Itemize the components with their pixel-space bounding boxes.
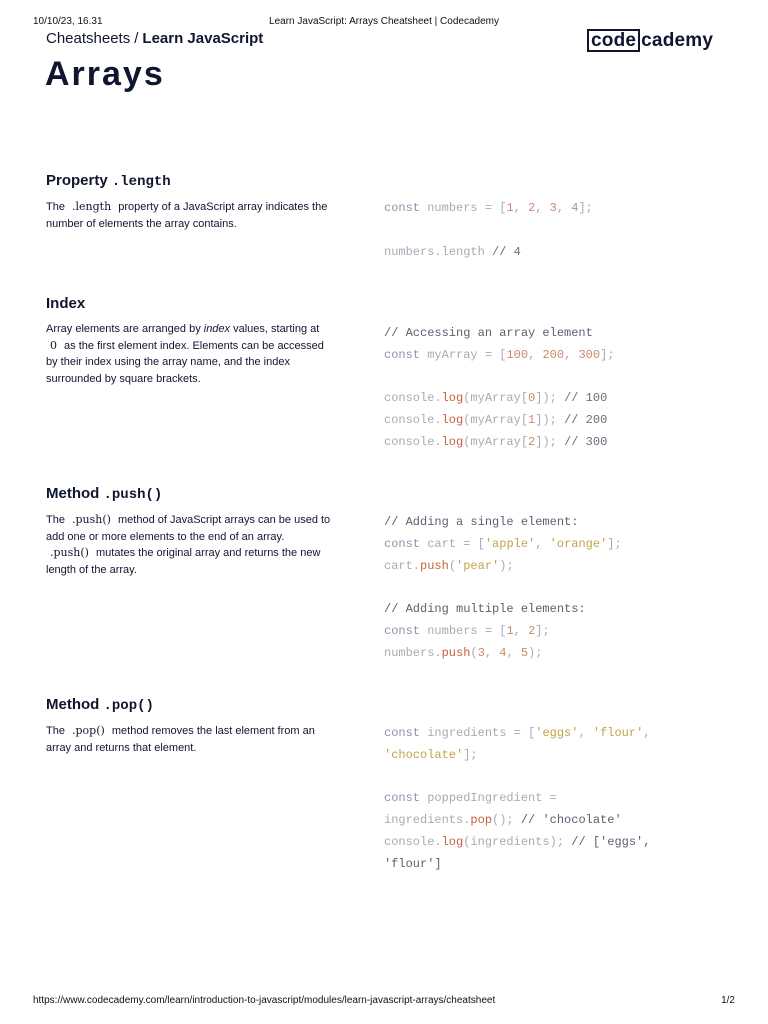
code-token: ]); bbox=[535, 413, 565, 428]
code-token: pop bbox=[470, 813, 493, 828]
code-token: 2 bbox=[528, 201, 536, 215]
code-token: ( bbox=[448, 558, 457, 573]
section-heading-code: .pop() bbox=[103, 698, 154, 714]
code-token: = [ bbox=[477, 623, 507, 638]
code-token: console. bbox=[384, 391, 442, 406]
description-text: The bbox=[46, 201, 69, 213]
inline-code: .pop() bbox=[72, 724, 105, 737]
code-line bbox=[384, 832, 744, 854]
code-token: , bbox=[484, 645, 500, 660]
code-line bbox=[384, 198, 744, 220]
code-token: myArray bbox=[470, 391, 521, 406]
code-token: , bbox=[506, 645, 521, 660]
code-example bbox=[384, 198, 744, 263]
code-token: console. bbox=[384, 413, 442, 428]
code-token: , bbox=[528, 347, 543, 362]
code-token: , bbox=[564, 347, 579, 362]
code-token: = bbox=[542, 791, 557, 806]
code-token: ]; bbox=[607, 536, 622, 551]
section-heading-text: Method bbox=[46, 485, 100, 502]
code-token: 200 bbox=[542, 347, 565, 362]
code-token: myArray bbox=[427, 347, 478, 362]
section-heading bbox=[46, 485, 726, 503]
description-text: The bbox=[46, 514, 69, 526]
code-token: // ['eggs', bbox=[571, 834, 651, 849]
code-token: numbers. bbox=[384, 645, 442, 660]
code-token: [ bbox=[520, 413, 529, 428]
code-line bbox=[384, 323, 744, 345]
code-token: 4 bbox=[571, 201, 579, 215]
code-token: ( bbox=[463, 391, 471, 406]
code-token: myArray bbox=[470, 434, 521, 449]
print-url: https://www.codecademy.com/learn/introduction-to-javascript/modules/learn-javascript-arrays/cheatsheet bbox=[33, 995, 496, 1006]
code-example bbox=[384, 723, 744, 876]
section-description bbox=[46, 512, 332, 578]
code-token: 1 bbox=[506, 201, 514, 215]
code-token: // 4 bbox=[492, 244, 521, 259]
code-token: log bbox=[441, 413, 464, 428]
code-line bbox=[384, 534, 744, 556]
code-line bbox=[384, 643, 744, 665]
code-line bbox=[384, 345, 744, 367]
code-line bbox=[384, 220, 744, 242]
code-line bbox=[384, 432, 744, 454]
code-token: const bbox=[384, 726, 421, 740]
code-example bbox=[384, 323, 744, 454]
code-token: numbers bbox=[427, 623, 478, 638]
code-token: = [ bbox=[477, 347, 507, 362]
code-token: const bbox=[384, 791, 421, 806]
code-token: 3 bbox=[549, 201, 557, 215]
code-line bbox=[384, 242, 744, 264]
code-token: , bbox=[535, 201, 550, 215]
section-description bbox=[46, 321, 332, 387]
code-token: ]); bbox=[535, 391, 565, 406]
code-token: ( bbox=[470, 645, 478, 660]
code-token: 'pear' bbox=[456, 558, 500, 573]
code-token: , bbox=[556, 201, 572, 215]
description-text: property of a JavaScript array indicates the number of elements the array contains. bbox=[46, 201, 328, 230]
code-token: = [ bbox=[456, 536, 485, 551]
code-token: // 200 bbox=[564, 413, 608, 428]
code-token: , bbox=[513, 201, 529, 215]
code-token: = [ bbox=[506, 726, 536, 740]
code-token: myArray bbox=[470, 413, 521, 428]
code-token: push bbox=[441, 645, 471, 660]
code-token: , bbox=[578, 726, 593, 740]
code-line bbox=[384, 854, 744, 876]
code-token: 'chocolate' bbox=[384, 747, 464, 762]
code-token: poppedIngredient bbox=[427, 791, 543, 806]
code-token: 5 bbox=[520, 645, 529, 660]
code-line bbox=[384, 388, 744, 410]
inline-code: .length bbox=[72, 200, 112, 213]
code-token: 1 bbox=[506, 623, 514, 638]
code-line bbox=[384, 745, 744, 767]
code-line bbox=[384, 367, 744, 389]
emphasis-text: index bbox=[203, 323, 231, 335]
code-token: 4 bbox=[499, 645, 507, 660]
code-token: // Accessing an array element bbox=[384, 326, 593, 340]
code-token: , bbox=[643, 726, 651, 740]
code-token: ]; bbox=[535, 623, 550, 638]
code-token: const bbox=[384, 536, 421, 551]
code-token: ingredients bbox=[427, 726, 507, 740]
code-line bbox=[384, 577, 744, 599]
code-token: (); bbox=[492, 813, 521, 828]
code-token: [ bbox=[520, 391, 529, 406]
section-heading-text: Index bbox=[46, 295, 86, 312]
print-page-number: 1/2 bbox=[721, 995, 735, 1006]
description-text: as the first element index. Elements can be accessed by their index using the array name, and the index surrounded by square brackets. bbox=[46, 339, 324, 385]
code-line bbox=[384, 723, 744, 745]
section-heading-code: .length bbox=[111, 174, 171, 190]
section-push bbox=[46, 485, 726, 660]
description-text: values, starting at bbox=[230, 323, 320, 335]
code-token: ( bbox=[463, 434, 471, 449]
page-title: Arrays bbox=[45, 55, 165, 93]
code-line bbox=[384, 556, 744, 578]
logo-rest-text: cademy bbox=[641, 30, 714, 51]
description-text: mutates the original array and returns the new length of the array. bbox=[46, 547, 321, 576]
code-token: const bbox=[384, 347, 421, 362]
code-token: 100 bbox=[506, 347, 529, 362]
code-line bbox=[384, 599, 744, 621]
code-token: // 'chocolate' bbox=[520, 813, 622, 828]
section-description bbox=[46, 723, 332, 756]
code-line bbox=[384, 767, 744, 789]
code-token: cart. bbox=[384, 558, 421, 573]
code-token: 'apple' bbox=[484, 536, 536, 551]
code-token: 'flour' bbox=[592, 726, 644, 740]
section-heading-text: Property bbox=[46, 172, 108, 189]
section-pop bbox=[46, 696, 726, 871]
code-token: push bbox=[420, 558, 449, 573]
code-token bbox=[485, 245, 492, 259]
code-token: ); bbox=[499, 558, 514, 573]
code-line bbox=[384, 810, 744, 832]
code-token: = [ bbox=[477, 201, 507, 215]
code-token: 0 bbox=[528, 391, 536, 406]
description-text: Array elements are arranged by bbox=[46, 323, 204, 335]
print-date: 10/10/23, 16.31 bbox=[33, 16, 103, 27]
section-heading bbox=[46, 172, 726, 190]
code-token: 300 bbox=[578, 347, 601, 362]
codecademy-logo[interactable] bbox=[587, 29, 713, 52]
code-token: [ bbox=[520, 434, 529, 449]
code-token: ]; bbox=[463, 747, 478, 762]
inline-code: 0 bbox=[50, 338, 57, 352]
code-token: 2 bbox=[528, 623, 536, 638]
code-token: ( bbox=[463, 834, 471, 849]
section-heading-text: Method bbox=[46, 696, 100, 713]
code-token: numbers bbox=[427, 201, 478, 215]
code-token: console. bbox=[384, 834, 442, 849]
breadcrumb-separator: / bbox=[134, 30, 139, 47]
breadcrumb-cheatsheets-link[interactable]: Cheatsheets bbox=[46, 30, 131, 47]
breadcrumb-current[interactable]: Learn JavaScript bbox=[142, 30, 264, 47]
code-line bbox=[384, 410, 744, 432]
description-text: method removes the last element from an array and returns that element. bbox=[46, 725, 315, 754]
code-token: // Adding a single element: bbox=[384, 515, 579, 529]
code-token: 'orange' bbox=[549, 536, 608, 551]
code-token: ]); bbox=[535, 434, 565, 449]
code-token: ); bbox=[528, 645, 543, 660]
code-token: ); bbox=[549, 834, 572, 849]
code-token: ]; bbox=[600, 347, 615, 362]
code-token: 2 bbox=[528, 434, 536, 449]
code-token: // Adding multiple elements: bbox=[384, 602, 586, 617]
code-token: , bbox=[513, 623, 529, 638]
section-heading bbox=[46, 696, 726, 714]
code-token: log bbox=[441, 834, 464, 849]
code-token: 1 bbox=[528, 413, 536, 428]
description-text: method of JavaScript arrays can be used to add one or more elements to the end of an array. bbox=[46, 514, 331, 543]
code-token: 3 bbox=[477, 645, 485, 660]
inline-code: .push() bbox=[72, 513, 111, 526]
code-token: const bbox=[384, 623, 421, 638]
code-token: ingredients bbox=[470, 834, 550, 849]
code-token: , bbox=[535, 536, 550, 551]
code-token: console. bbox=[384, 434, 442, 449]
print-document-title: Learn JavaScript: Arrays Cheatsheet | Codecademy bbox=[269, 16, 499, 27]
section-heading bbox=[46, 295, 726, 312]
description-text: The bbox=[46, 725, 69, 737]
code-token: numbers.length bbox=[384, 244, 485, 259]
inline-code: .push() bbox=[50, 546, 89, 559]
code-token: cart bbox=[427, 536, 457, 551]
section-description bbox=[46, 199, 332, 232]
code-token: const bbox=[384, 201, 421, 215]
code-token: log bbox=[441, 434, 464, 449]
logo-box-text: code bbox=[587, 29, 640, 52]
code-token: ingredients. bbox=[384, 813, 471, 828]
code-token: ]; bbox=[578, 201, 593, 215]
code-line bbox=[384, 621, 744, 643]
section-heading-code: .push() bbox=[103, 487, 163, 503]
section-length bbox=[46, 172, 726, 259]
breadcrumb bbox=[46, 30, 263, 47]
code-example bbox=[384, 512, 744, 665]
code-line bbox=[384, 512, 744, 534]
code-token: // 300 bbox=[564, 434, 608, 449]
code-token: 'flour'] bbox=[384, 856, 442, 871]
code-token: ( bbox=[463, 413, 471, 428]
code-token: log bbox=[441, 391, 464, 406]
code-token: 'eggs' bbox=[535, 726, 579, 740]
section-index bbox=[46, 295, 726, 449]
code-line bbox=[384, 788, 744, 810]
code-token: // 100 bbox=[564, 391, 608, 406]
